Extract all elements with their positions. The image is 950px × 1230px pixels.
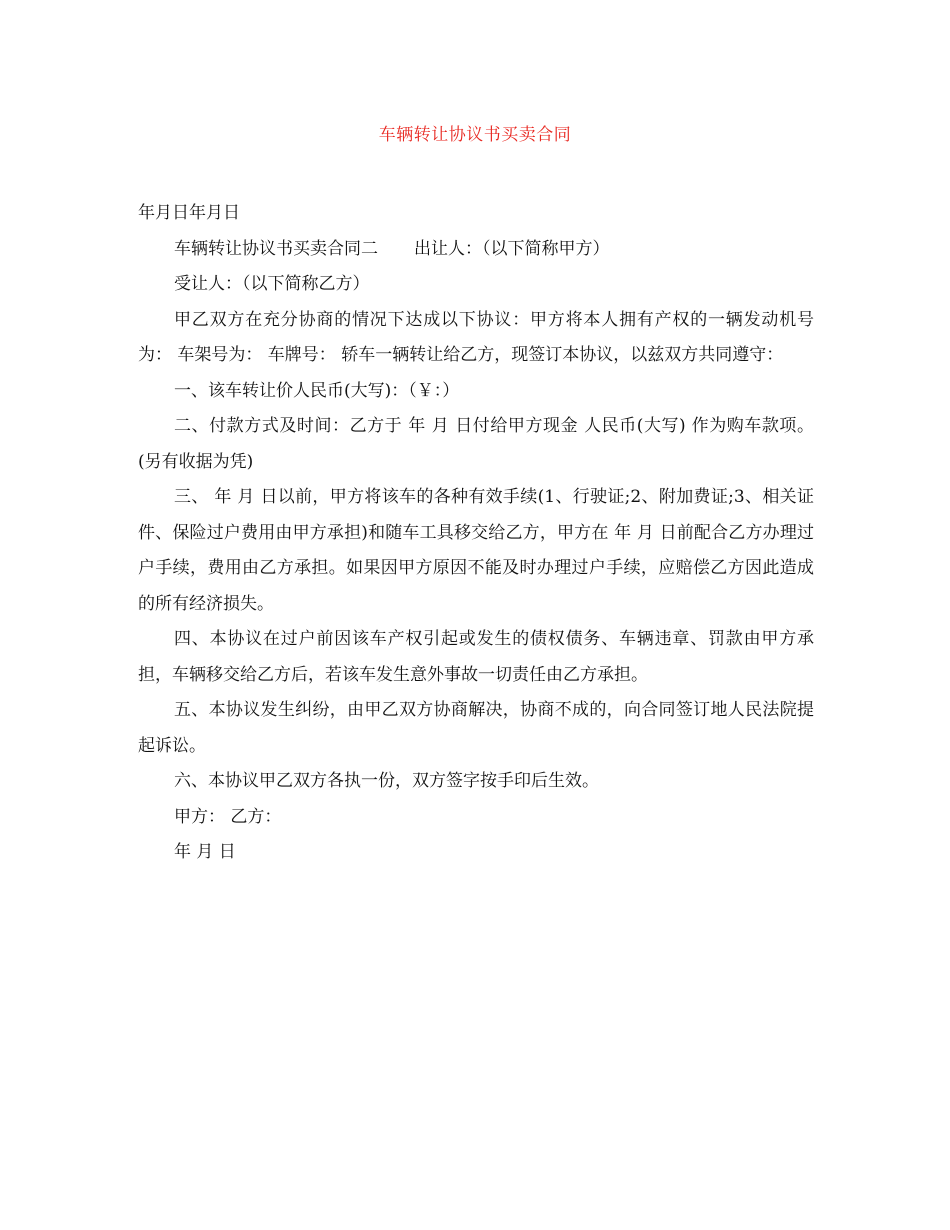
party-line (138, 232, 814, 268)
contract-subtitle: 车辆转让协议书买卖合同二 (174, 238, 378, 259)
transferor-line: 出让人：（以下简称甲方） (414, 238, 610, 259)
clause-3: 三、 年 月 日以前，甲方将该车的各种有效手续(1、行驶证;2、附加费证;3、相关证件、保险过户费用由甲方承担)和随车工具移交给乙方，甲方在 年 月 日前配合乙方办理过户手续，费用由乙方承担。如果因甲方原因不能及时办理过户手续，应赔偿乙方因此造成的所有经济损失。 (138, 487, 814, 614)
intro-paragraph: 甲乙双方在充分协商的情况下达成以下协议：甲方将本人拥有产权的一辆发动机号为： 车架号为： 车牌号： 轿车一辆转让给乙方，现签订本协议，以兹双方共同遵守： (138, 309, 814, 365)
clause-1: 一、该车转让价人民币(大写)：（￥：） (174, 380, 460, 401)
clause-4: 四、本协议在过户前因该车产权引起或发生的债权债务、车辆违章、罚款由甲方承担，车辆移交给乙方后，若该车发生意外事故一切责任由乙方承担。 (138, 629, 814, 685)
signature-date: 年 月 日 (174, 842, 236, 862)
date-line: 年月日年月日 (138, 203, 240, 223)
document-title: 车辆转让协议书买卖合同 (378, 125, 572, 145)
signature-line: 甲方： 乙方： (174, 806, 282, 827)
clause-2: 二、付款方式及时间：乙方于 年 月 日付给甲方现金 人民币(大写) 作为购车款项。(另有收据为凭) (138, 416, 814, 472)
document-body (138, 196, 814, 871)
transferee-line: 受让人：（以下简称乙方） (174, 274, 370, 294)
clause-5: 五、本协议发生纠纷，由甲乙双方协商解决，协商不成的，向合同签订地人民法院提起诉讼。 (138, 700, 814, 756)
clause-6: 六、本协议甲乙双方各执一份，双方签字按手印后生效。 (174, 771, 599, 791)
